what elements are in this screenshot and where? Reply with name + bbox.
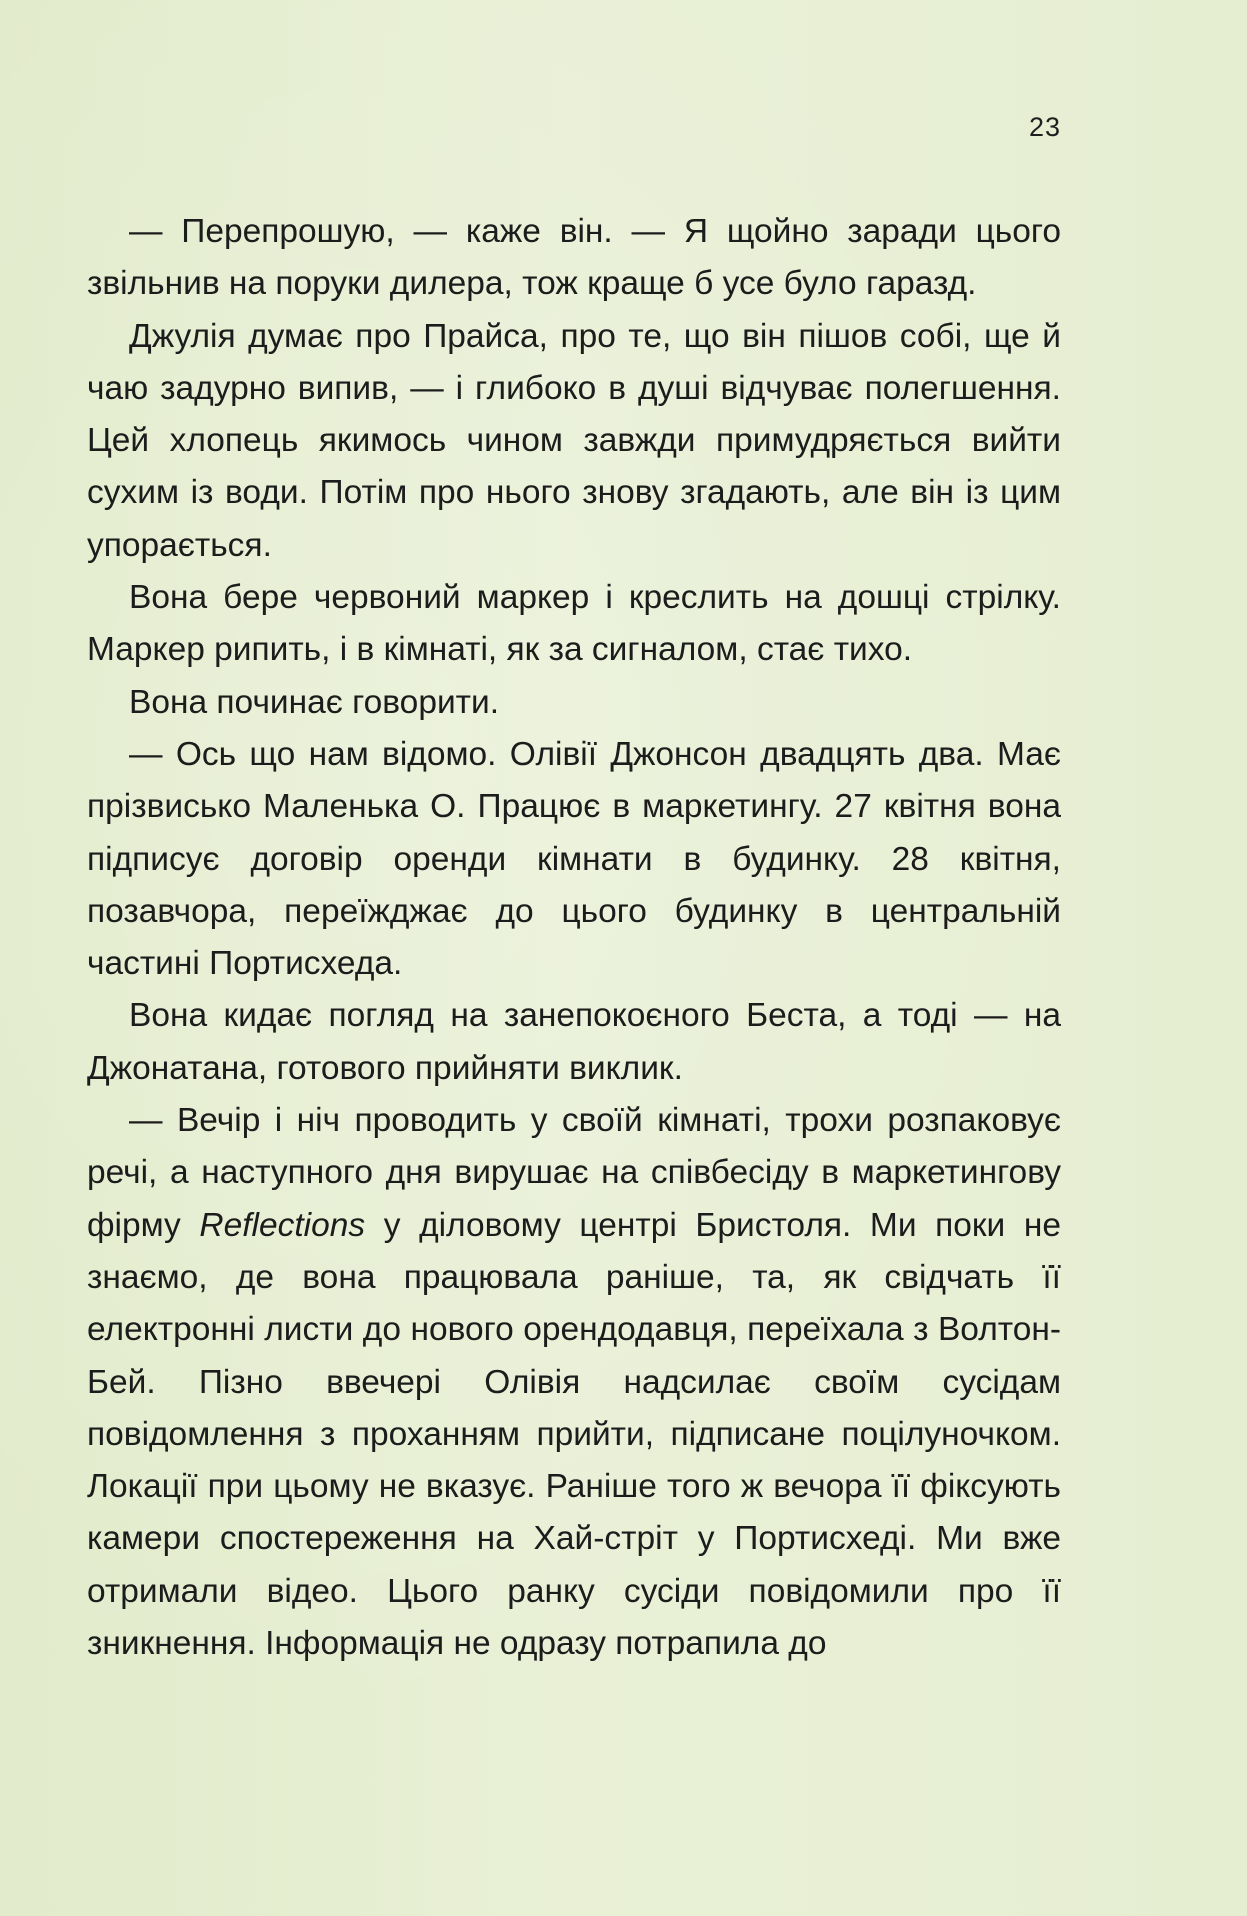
paragraph-7-part-2: у діловому центрі Бристоля. Ми поки не знаємо, де вона працювала раніше, та, як свідчать її електронні листи до нового орендодавця, переїхала з Волтон-Бей. Пізно ввечері Олівія надсилає своїм сусідам повідомлення з проханням прийти, підписане поцілуночком. Локації при цьому не вказує. Раніше того ж вечора її фіксують камери спостереження на Хай-стріт у Портисхеді. Ми вже отримали відео. Цього ранку сусіди повідомили про її зникнення. Інформація не одразу потрапила до bbox=[87, 1206, 1062, 1663]
paragraph-4: Вона починає говорити. bbox=[129, 683, 500, 721]
paragraph-7-part-1: — Вечір і ніч проводить у своїй кімнаті, трохи розпаковує речі, а наступного дня вирушає на співбесіду в маркетингову фірму bbox=[87, 1102, 1061, 1244]
paragraph-6: Вона кидає погляд на занепокоєного Беста, а тоді — на Джонатана, готового прийняти виклик. bbox=[87, 997, 1061, 1087]
company-name-italic: Reflections bbox=[199, 1206, 366, 1244]
paragraph-2: Джулія думає про Прайса, про те, що він пішов собі, ще й чаю задурно випив, — і глибоко в душі відчуває полегшення. Цей хлопець якимось чином завжди примудряється вийти сухим із води. Потім про нього знову згадають, але він із цим упорається. bbox=[87, 317, 1061, 564]
paragraph-3: Вона бере червоний маркер і креслить на дошці стрілку. Маркер рипить, і в кімнаті, як за сигналом, стає тихо. bbox=[87, 579, 1061, 669]
paragraph-1: — Перепрошую, — каже він. — Я щойно заради цього звільнив на поруки дилера, тож краще б усе було гаразд. bbox=[87, 213, 1061, 303]
paragraph-5: — Ось що нам відомо. Олівії Джонсон двадцять два. Має прізвисько Маленька О. Працює в маркетингу. 27 квітня вона підписує договір оренди кімнати в будинку. 28 квітня, позавчора, переїжджає до цього будинку в центральній частині Портисхеда. bbox=[87, 735, 1061, 983]
body-text bbox=[87, 206, 1061, 1670]
page-number: 23 bbox=[1028, 112, 1061, 142]
paragraph-7 bbox=[87, 1095, 1061, 1670]
